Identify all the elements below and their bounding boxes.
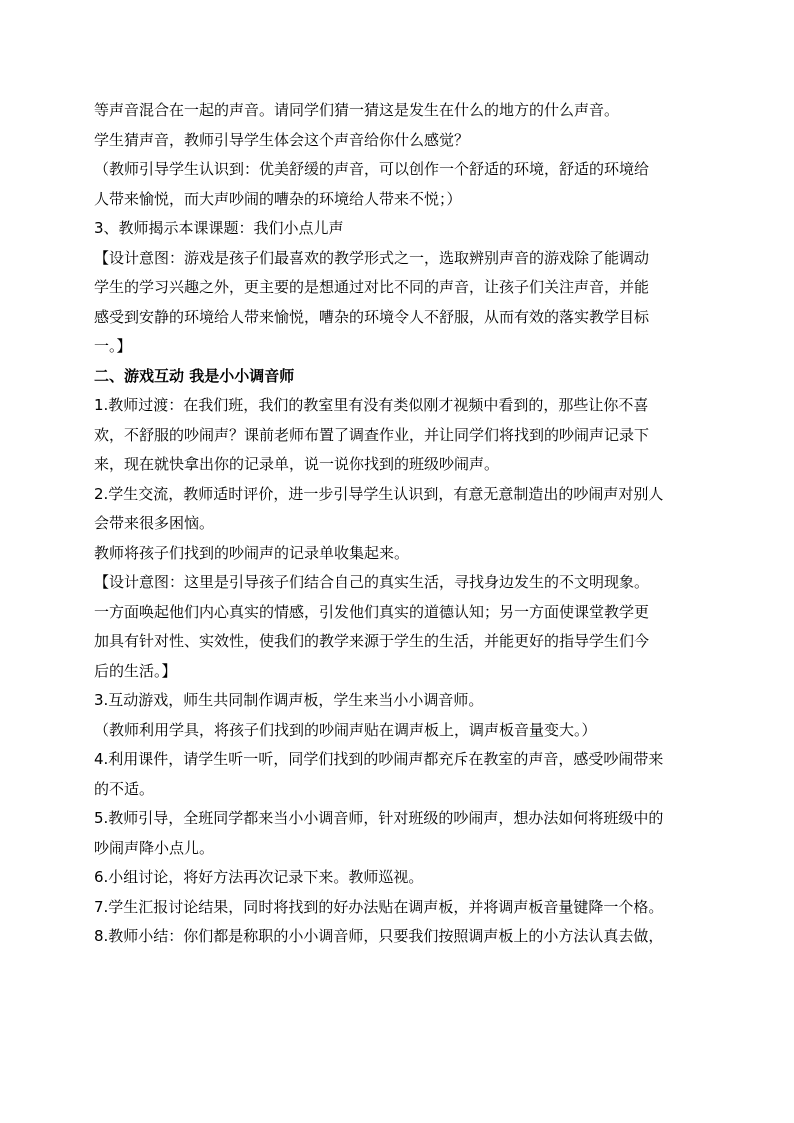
paragraph-line: 7.学生汇报讨论结果，同时将找到的好办法贴在调声板，并将调声板音量键降一个格。	[94, 897, 664, 916]
paragraph-line: 一方面唤起他们内心真实的情感，引发他们真实的道德认知；另一方面使课堂教学更	[94, 602, 650, 621]
paragraph-line: 学生的学习兴趣之外，更主要的是想通过对比不同的声音，让孩子们关注声音，并能	[94, 278, 650, 296]
paragraph-line: 等声音混合在一起的声音。请同学们猜一猜这是发生在什么的地方的什么声音。	[94, 101, 620, 119]
document-body	[94, 96, 702, 952]
paragraph-line: （教师利用学具，将孩子们找到的吵闹声贴在调声板上，调声板音量变大。）	[94, 720, 597, 739]
paragraph-line: 的不适。	[94, 779, 155, 798]
paragraph-line: 5.教师引导，全班同学都来当小小调音师，针对班级的吵闹声，想办法如何将班级中的	[94, 809, 664, 827]
paragraph-line: 人带来愉悦，而大声吵闹的嘈杂的环境给人带来不悦；）	[94, 189, 462, 208]
paragraph-line: 感受到安静的环境给人带来愉悦，嘈杂的环境令人不舒服，从而有效的落实教学目标	[94, 307, 650, 326]
paragraph-line: 后的生活。】	[94, 661, 177, 680]
paragraph-line: （教师引导学生认识到：优美舒缓的声音，可以创作一个舒适的环境，舒适的环境给	[94, 160, 650, 178]
section-heading: 二、游戏互动 我是小小调音师	[94, 366, 295, 385]
paragraph-line: 一。】	[94, 337, 132, 355]
paragraph-line: 3.互动游戏，师生共同制作调声板，学生来当小小调音师。	[94, 691, 484, 709]
paragraph-line: 1.教师过渡：在我们班，我们的教室里有没有类似刚才视频中看到的，那些让你不喜	[94, 396, 649, 414]
paragraph-line: 学生猜声音，教师引导学生体会这个声音给你什么感觉？	[94, 130, 470, 149]
paragraph-line: 教师将孩子们找到的吵闹声的记录单收集起来。	[94, 543, 410, 562]
paragraph-line: 【设计意图：游戏是孩子们最喜欢的教学形式之一，选取辨别声音的游戏除了能调动	[94, 248, 650, 267]
paragraph-line: 【设计意图：这里是引导孩子们结合自己的真实生活，寻找身边发生的不文明现象。	[94, 573, 650, 591]
paragraph-line: 来，现在就快拿出你的记录单，说一说你找到的班级吵闹声。	[94, 455, 500, 473]
paragraph-line: 加具有针对性、实效性，使我们的教学来源于学生的生活，并能更好的指导学生们今	[94, 632, 650, 650]
paragraph-line: 会带来很多困恼。	[94, 514, 215, 532]
paragraph-line: 欢，不舒服的吵闹声？课前老师布置了调查作业，并让同学们将找到的吵闹声记录下	[94, 425, 650, 444]
paragraph-line: 吵闹声降小点儿。	[94, 838, 215, 857]
paragraph-line: 4.利用课件，请学生听一听，同学们找到的吵闹声都充斥在教室的声音，感受吵闹带来	[94, 750, 664, 768]
paragraph-line: 6.小组讨论，将好方法再次记录下来。教师巡视。	[94, 868, 424, 886]
paragraph-line: 8.教师小结：你们都是称职的小小调音师，只要我们按照调声板上的小方法认真去做，	[94, 927, 664, 945]
paragraph-line: 2.学生交流，教师适时评价，进一步引导学生认识到，有意无意制造出的吵闹声对别人	[94, 484, 664, 503]
paragraph-line: 3、教师揭示本课课题：我们小点儿声	[94, 219, 344, 237]
